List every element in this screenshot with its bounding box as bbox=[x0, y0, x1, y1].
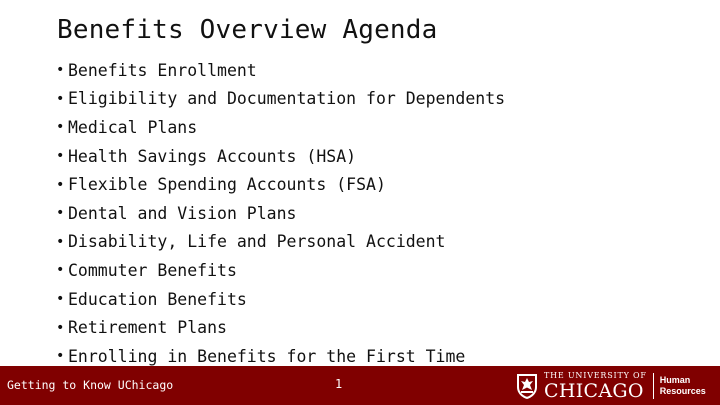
list-item bbox=[56, 142, 505, 171]
list-item bbox=[56, 313, 505, 342]
agenda-list bbox=[56, 56, 505, 371]
list-item bbox=[56, 285, 505, 314]
bullet-icon: • bbox=[56, 148, 65, 165]
bullet-icon: • bbox=[56, 62, 65, 79]
agenda-item-text: Eligibility and Documentation for Dependents bbox=[68, 89, 506, 109]
agenda-item-text: Medical Plans bbox=[68, 117, 198, 137]
bullet-icon: • bbox=[56, 291, 65, 308]
agenda-item-text: Dental and Vision Plans bbox=[68, 203, 297, 223]
list-item bbox=[56, 256, 505, 285]
department-line-1: Human bbox=[659, 375, 691, 385]
agenda-item-text: Education Benefits bbox=[68, 289, 247, 309]
university-line: THE UNIVERSITY OF bbox=[544, 371, 647, 380]
list-item bbox=[56, 85, 505, 114]
agenda-item-text: Flexible Spending Accounts (FSA) bbox=[68, 175, 386, 195]
agenda-item-text: Enrolling in Benefits for the First Time bbox=[68, 346, 466, 366]
department-name bbox=[660, 375, 706, 397]
university-name: CHICAGO bbox=[544, 380, 644, 402]
logo-divider bbox=[653, 373, 654, 399]
list-item bbox=[56, 170, 505, 199]
agenda-item-text: Disability, Life and Personal Accident bbox=[68, 232, 446, 252]
agenda-item-text: Health Savings Accounts (HSA) bbox=[68, 146, 357, 166]
university-logo bbox=[516, 370, 706, 402]
university-wordmark bbox=[544, 371, 647, 401]
agenda-item-text: Commuter Benefits bbox=[68, 260, 237, 280]
department-line-2: Resources bbox=[659, 386, 706, 396]
list-item bbox=[56, 228, 505, 257]
footer-bar bbox=[0, 366, 720, 405]
bullet-icon: • bbox=[56, 262, 65, 279]
list-item bbox=[56, 199, 505, 228]
page-number: 1 bbox=[335, 377, 343, 391]
bullet-icon: • bbox=[56, 348, 65, 365]
footer-text: Getting to Know UChicago bbox=[7, 378, 174, 392]
bullet-icon: • bbox=[56, 319, 65, 336]
agenda-item-text: Benefits Enrollment bbox=[68, 60, 257, 80]
phoenix-shield-icon bbox=[516, 372, 538, 400]
bullet-icon: • bbox=[56, 176, 65, 193]
agenda-item-text: Retirement Plans bbox=[68, 318, 227, 338]
list-item bbox=[56, 56, 505, 85]
bullet-icon: • bbox=[56, 233, 65, 250]
slide-title: Benefits Overview Agenda bbox=[57, 15, 438, 45]
bullet-icon: • bbox=[56, 119, 65, 136]
list-item bbox=[56, 113, 505, 142]
bullet-icon: • bbox=[56, 90, 65, 107]
bullet-icon: • bbox=[56, 205, 65, 222]
